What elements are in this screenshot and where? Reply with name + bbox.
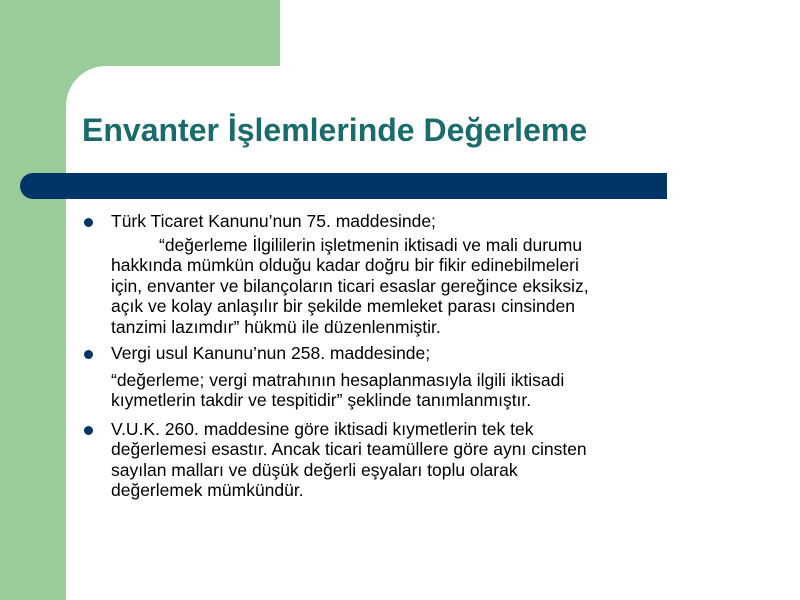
- quote-line: için, envanter ve bilançoların ticari esaslar gereğince eksiksiz,: [111, 275, 589, 296]
- quote-paragraph: [111, 235, 734, 338]
- bullet-line: V.U.K. 260. maddesine göre iktisadi kıymetlerin tek tek: [111, 418, 534, 439]
- quote-line: kıymetlerin takdir ve tespitidir” şeklinde tanımlanmıştır.: [111, 390, 532, 410]
- bullet-item-3: [84, 419, 734, 501]
- quote-line: açık ve kolay anlaşılır bir şekilde memleket parası cinsinden: [111, 296, 575, 316]
- slide-content: [84, 211, 734, 501]
- quote-paragraph: [111, 370, 734, 411]
- quote-line: “değerleme; vergi matrahının hesaplanmasıyla ilgili iktisadi: [111, 369, 565, 390]
- bullet-line: değerlemek mümkündür.: [111, 480, 304, 500]
- bullet-line: sayılan malları ve düşük değerli eşyaları toplu olarak: [111, 459, 518, 480]
- decor-green-left: [0, 0, 66, 600]
- slide-title: Envanter İşlemlerinde Değerleme: [82, 112, 588, 148]
- quote-line: “değerleme İlgililerin işletmenin iktisadi ve mali durumu: [159, 234, 583, 255]
- bullet-dot-icon: [84, 350, 93, 359]
- bullet-line: değerlemesi esastır. Ancak ticari teamüllere göre aynı cinsten: [111, 439, 587, 459]
- title-underline-bar: [20, 173, 667, 199]
- bullet-dot-icon: [84, 218, 93, 227]
- quote-line: tanzimi lazımdır” hükmü ile düzenlenmiştir.: [111, 316, 441, 337]
- bullet-lead: Vergi usul Kanunu’nun 258. maddesinde;: [111, 343, 431, 363]
- bullet-item-1: [84, 211, 734, 337]
- quote-line: hakkında mümkün olduğu kadar doğru bir fikir edinebilmeleri: [111, 255, 579, 275]
- bullet-dot-icon: [84, 426, 93, 435]
- bullet-lead: Türk Ticaret Kanunu’nun 75. maddesinde;: [111, 211, 436, 231]
- bullet-item-2: [84, 343, 734, 411]
